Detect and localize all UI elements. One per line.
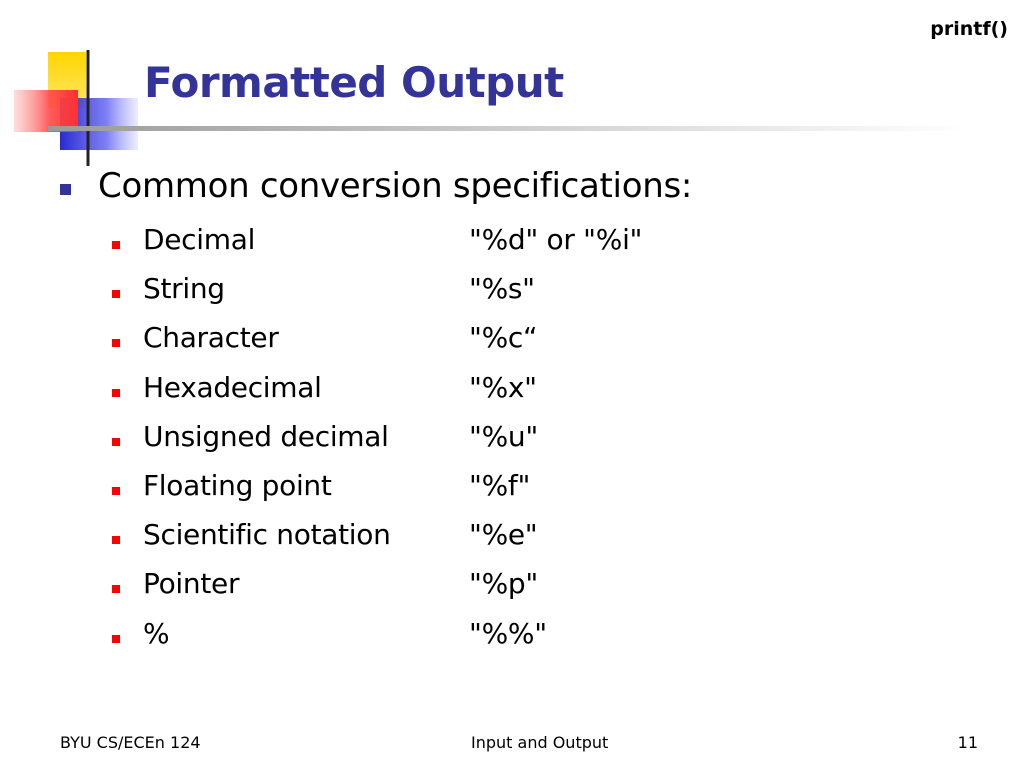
sub-bullet-marker <box>112 536 120 544</box>
slide-logo <box>0 0 150 175</box>
spec-item-floating-point <box>0 466 1024 515</box>
sub-bullet-marker <box>112 389 120 397</box>
spec-name: Decimal <box>143 223 256 256</box>
conversion-spec-list <box>0 220 1024 663</box>
sub-bullet-marker <box>112 635 120 643</box>
corner-label: printf() <box>930 18 1008 40</box>
spec-code: "%d" or "%i" <box>469 223 643 256</box>
spec-item-decimal <box>0 220 1024 269</box>
spec-item-unsigned-decimal <box>0 417 1024 466</box>
main-bullet-marker <box>60 184 71 195</box>
spec-name: Scientific notation <box>143 518 391 552</box>
spec-name: Hexadecimal <box>143 370 322 404</box>
title-underline <box>48 126 968 131</box>
spec-code: "%f" <box>469 468 531 502</box>
slide-title: Formatted Output <box>144 58 564 107</box>
spec-name: Floating point <box>143 468 332 502</box>
spec-code: "%c“ <box>469 321 538 355</box>
spec-code: "%s" <box>469 272 535 306</box>
spec-name: String <box>143 272 225 306</box>
sub-bullet-marker <box>112 339 120 347</box>
sub-bullet-marker <box>112 438 120 446</box>
spec-code: "%p" <box>469 567 538 601</box>
spec-code: "%x" <box>469 370 537 404</box>
footer-topic: Input and Output <box>471 733 609 752</box>
main-bullet-text: Common conversion specifications: <box>98 166 693 206</box>
spec-name: Pointer <box>143 567 240 601</box>
spec-name: Unsigned decimal <box>143 419 389 453</box>
spec-code: "%%" <box>469 616 547 650</box>
sub-bullet-marker <box>112 585 120 593</box>
spec-code: "%e" <box>469 518 538 552</box>
sub-bullet-marker <box>112 487 120 495</box>
sub-bullet-marker <box>112 290 120 298</box>
spec-item-character <box>0 318 1024 367</box>
spec-item-string <box>0 269 1024 318</box>
footer-page-number: 11 <box>957 733 978 752</box>
spec-name: % <box>143 616 170 650</box>
spec-code: "%u" <box>469 419 538 453</box>
spec-name: Character <box>143 321 279 355</box>
footer-course: BYU CS/ECEn 124 <box>60 733 201 752</box>
spec-item-percent <box>0 614 1024 663</box>
sub-bullet-marker <box>112 241 120 249</box>
spec-item-hexadecimal <box>0 368 1024 417</box>
spec-item-pointer <box>0 564 1024 613</box>
spec-item-scientific-notation <box>0 515 1024 564</box>
